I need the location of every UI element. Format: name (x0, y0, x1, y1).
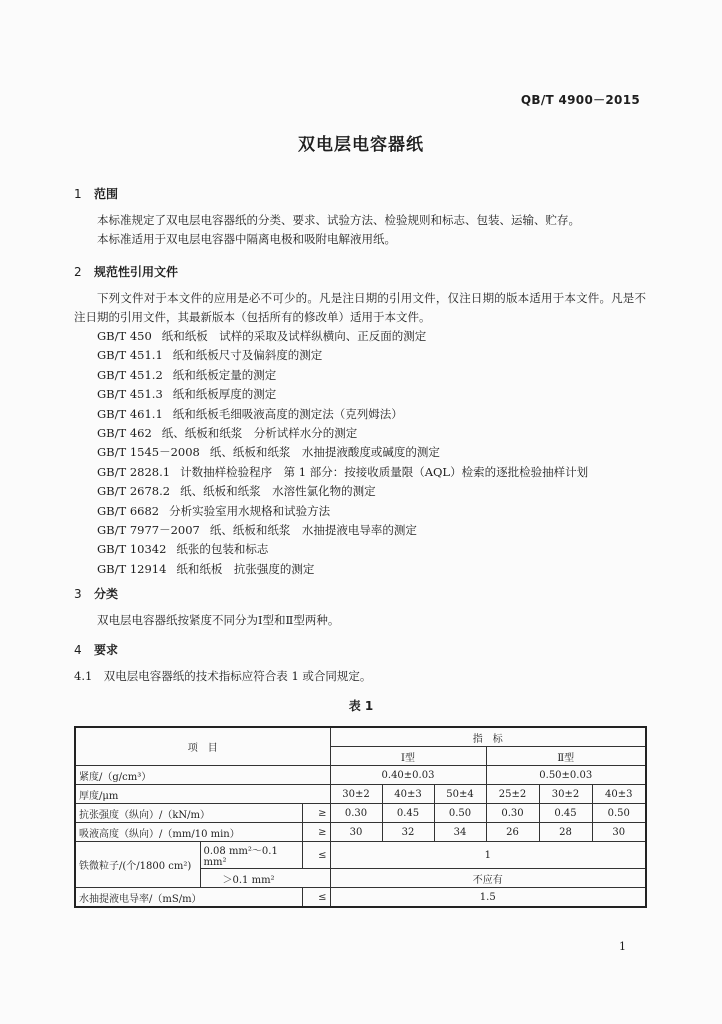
paragraph: 本标准适用于双电层电容器中隔离电极和吸附电解液用纸。 (97, 232, 396, 246)
reference-item (97, 327, 588, 346)
ref-code: GB/T 461.1 (97, 406, 163, 421)
table-row (75, 888, 646, 908)
reference-item (97, 424, 588, 443)
table-row (75, 823, 646, 842)
ref-title: 纸、纸板和纸浆 水抽提液酸度或碱度的测定 (209, 445, 440, 460)
table-row (75, 785, 646, 804)
cell: 34 (434, 823, 486, 842)
ref-code: GB/T 451.2 (97, 367, 163, 382)
ref-code: GB/T 451.3 (97, 387, 163, 402)
cell: 25±2 (486, 785, 539, 804)
header-type-2: Ⅱ型 (486, 747, 646, 766)
cell: 0.45 (539, 804, 592, 823)
ref-title: 纸张的包装和标志 (176, 542, 269, 557)
ref-title: 计数抽样检验程序 第 1 部分：按接收质量限（AQL）检索的逐批检验抽样计划 (180, 464, 589, 479)
cell: 40±3 (382, 785, 434, 804)
cell: 0.50 (592, 804, 646, 823)
section-number: 2 (74, 265, 82, 279)
ref-title: 纸和纸板 试样的采取及试样纵横向、正反面的测定 (161, 329, 427, 343)
ref-code: GB/T 450 (97, 329, 152, 343)
section-3-body (74, 611, 646, 630)
reference-item (97, 540, 588, 559)
page-number: 1 (619, 940, 626, 953)
cell: 0.30 (486, 804, 539, 823)
cell: 0.30 (330, 804, 382, 823)
section-2-intro: 下列文件对于本文件的应用是必不可少的。凡是注日期的引用文件，仅注日期的版本适用于本文件。凡是不注日期的引用文件，其最新版本（包括所有的修改单）适用于本文件。 (74, 291, 646, 324)
row-label: 水抽提液电导率/（mS/m） (75, 888, 302, 908)
cell: 28 (539, 823, 592, 842)
section-1-heading (74, 185, 118, 202)
section-title: 范围 (94, 187, 119, 201)
operator: ≥ (302, 823, 330, 842)
ref-code: GB/T 12914 (97, 561, 167, 576)
table-row (75, 766, 646, 785)
ref-code: GB/T 2678.2 (97, 484, 171, 499)
cell: 0.45 (382, 804, 434, 823)
cell: 不应有 (330, 869, 646, 888)
reference-item (97, 405, 588, 424)
sub-label: ＞0.1 mm² (200, 869, 330, 888)
ref-title: 纸和纸板定量的测定 (172, 367, 277, 382)
cell: 0.50±0.03 (486, 766, 646, 785)
section-title: 要求 (94, 643, 119, 657)
document-title: 双电层电容器纸 (298, 135, 424, 155)
ref-code: GB/T 7977－2007 (97, 523, 200, 538)
row-label: 紧度/（g/cm³） (75, 766, 330, 785)
cell: 0.40±0.03 (330, 766, 486, 785)
reference-list (97, 327, 588, 579)
section-title: 规范性引用文件 (94, 265, 179, 279)
cell: 26 (486, 823, 539, 842)
section-2-heading (74, 263, 178, 280)
table-row (75, 727, 646, 747)
reference-item (97, 385, 588, 404)
ref-title: 纸和纸板尺寸及偏斜度的测定 (172, 348, 323, 363)
clause-4-1: 4.1 双电层电容器纸的技术指标应符合表 1 或合同规定。 (74, 669, 372, 683)
cell: 1.5 (330, 888, 646, 908)
ref-code: GB/T 1545－2008 (97, 445, 200, 460)
cell: 30 (592, 823, 646, 842)
section-4-heading (74, 641, 118, 658)
section-1-body (74, 211, 646, 249)
cell: 30±2 (330, 785, 382, 804)
reference-item (97, 502, 588, 521)
ref-code: GB/T 451.1 (97, 348, 163, 363)
reference-item (97, 482, 588, 501)
row-label: 抗张强度（纵向）/（kN/m） (75, 804, 302, 823)
paragraph: 双电层电容器纸按紧度不同分为Ⅰ型和Ⅱ型两种。 (97, 613, 340, 627)
header-item: 项 目 (75, 727, 330, 766)
row-label: 厚度/μm (75, 785, 330, 804)
cell: 50±4 (434, 785, 486, 804)
cell: 0.50 (434, 804, 486, 823)
reference-item (97, 560, 588, 579)
ref-title: 纸和纸板毛细吸液高度的测定法（克列姆法） (172, 406, 403, 421)
standard-number: QB/T 4900－2015 (520, 93, 640, 107)
reference-item (97, 443, 588, 462)
ref-title: 分析实验室用水规格和试验方法 (169, 503, 331, 518)
cell: 30 (330, 823, 382, 842)
header-type-1: Ⅰ型 (330, 747, 486, 766)
spec-table (74, 726, 647, 908)
section-number: 4 (74, 643, 82, 657)
table-row (75, 804, 646, 823)
cell: 30±2 (539, 785, 592, 804)
reference-item (97, 346, 588, 365)
operator: ≤ (302, 888, 330, 908)
cell: 1 (330, 842, 646, 869)
section-number: 1 (74, 187, 82, 201)
ref-title: 纸、纸板和纸浆 分析试样水分的测定 (161, 426, 358, 441)
ref-title: 纸、纸板和纸浆 水抽提液电导率的测定 (209, 523, 417, 538)
operator: ≥ (302, 804, 330, 823)
ref-title: 纸和纸板 抗张强度的测定 (176, 561, 315, 576)
paragraph: 本标准规定了双电层电容器纸的分类、要求、试验方法、检验规则和标志、包装、运输、贮存。 (97, 213, 580, 227)
section-3-heading (74, 585, 118, 602)
ref-title: 纸、纸板和纸浆 水溶性氯化物的测定 (180, 484, 376, 499)
ref-code: GB/T 462 (97, 426, 152, 441)
table-caption: 表 1 (348, 699, 374, 713)
sub-label: 0.08 mm²～0.1 mm² (200, 842, 302, 869)
section-title: 分类 (94, 587, 119, 601)
section-number: 3 (74, 587, 82, 601)
reference-item (97, 521, 588, 540)
ref-code: GB/T 2828.1 (97, 464, 171, 479)
row-label: 吸液高度（纵向）/（mm/10 min） (75, 823, 302, 842)
cell: 32 (382, 823, 434, 842)
cell: 40±3 (592, 785, 646, 804)
row-label: 铁微粒子/(个/1800 cm²) (75, 842, 200, 888)
table-row (75, 842, 646, 869)
reference-item (97, 366, 588, 385)
header-index: 指 标 (330, 727, 646, 747)
ref-title: 纸和纸板厚度的测定 (172, 387, 277, 402)
ref-code: GB/T 10342 (97, 542, 167, 557)
operator: ≤ (302, 842, 330, 869)
ref-code: GB/T 6682 (97, 503, 160, 518)
reference-item (97, 463, 588, 482)
